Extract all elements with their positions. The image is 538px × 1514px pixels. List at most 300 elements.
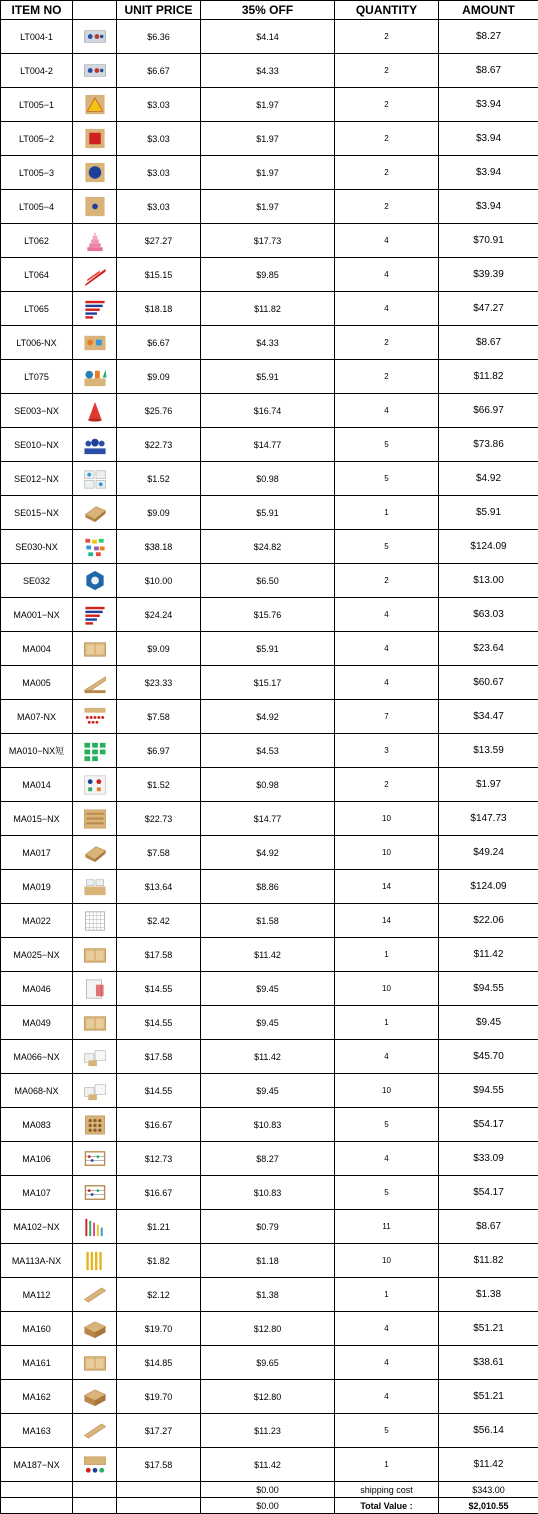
discount-price-cell: $6.50 <box>201 564 335 598</box>
table-row <box>1 1448 538 1482</box>
discount-price-cell: $11.42 <box>201 1448 335 1482</box>
item-no-cell: LT006-NX <box>1 326 73 360</box>
discount-price-cell: $4.14 <box>201 20 335 54</box>
red-cone-icon <box>82 405 108 415</box>
item-no-cell: LT005−2 <box>1 122 73 156</box>
bead-stairs-icon <box>82 1221 108 1231</box>
wooden-crate-icon <box>82 1391 108 1401</box>
photo-cell <box>73 1142 117 1176</box>
photo-cell <box>73 1414 117 1448</box>
amount-cell: $13.00 <box>439 564 538 598</box>
amount-header: AMOUNT <box>439 1 538 20</box>
quantity-cell: 4 <box>335 1040 439 1074</box>
table-row <box>1 700 538 734</box>
amount-cell: $3.94 <box>439 190 538 224</box>
photo-cell <box>73 1380 117 1414</box>
discount-price-cell: $14.77 <box>201 802 335 836</box>
geometric-solids-icon <box>82 371 108 381</box>
unit-price-cell: $14.55 <box>117 1074 201 1108</box>
unit-price-cell: $6.97 <box>117 734 201 768</box>
boxes-icon <box>82 1085 108 1095</box>
unit-price-cell: $9.09 <box>117 632 201 666</box>
peg-board-icon <box>82 1119 108 1129</box>
quantity-cell: 10 <box>335 1074 439 1108</box>
item-no-cell: SE010−NX <box>1 428 73 462</box>
wooden-box-icon <box>82 847 108 857</box>
item-no-cell: LT064 <box>1 258 73 292</box>
amount-cell: $60.67 <box>439 666 538 700</box>
discount-price-cell: $15.17 <box>201 666 335 700</box>
unit-price-cell: $19.70 <box>117 1380 201 1414</box>
amount-cell: $1.38 <box>439 1278 538 1312</box>
amount-cell: $22.06 <box>439 904 538 938</box>
item-no-cell: LT004-2 <box>1 54 73 88</box>
total-amount: $2,010.55 <box>439 1498 538 1514</box>
unit-price-cell: $3.03 <box>117 88 201 122</box>
unit-price-cell: $3.03 <box>117 122 201 156</box>
amount-cell: $66.97 <box>439 394 538 428</box>
quantity-cell: 4 <box>335 1312 439 1346</box>
unit-price-cell: $1.82 <box>117 1244 201 1278</box>
amount-cell: $1.97 <box>439 768 538 802</box>
item-no-cell: SE015−NX <box>1 496 73 530</box>
table-row <box>1 1414 538 1448</box>
shape-board-icon <box>82 337 108 347</box>
shipping-amount: $343.00 <box>439 1482 538 1498</box>
photo-cell <box>73 1346 117 1380</box>
item-no-cell: MA083 <box>1 1108 73 1142</box>
item-no-cell: MA015−NX <box>1 802 73 836</box>
amount-cell: $8.67 <box>439 54 538 88</box>
table-row <box>1 734 538 768</box>
wooden-tray-icon <box>82 643 108 653</box>
grid-chart-icon <box>82 915 108 925</box>
item-no-cell: MA07-NX <box>1 700 73 734</box>
item-no-cell: MA162 <box>1 1380 73 1414</box>
rod-block-icon <box>82 31 108 41</box>
discount-price-cell: $17.73 <box>201 224 335 258</box>
table-row <box>1 564 538 598</box>
quantity-cell: 5 <box>335 530 439 564</box>
quantity-cell: 10 <box>335 972 439 1006</box>
table-row <box>1 972 538 1006</box>
photo-cell <box>73 428 117 462</box>
amount-cell: $39.39 <box>439 258 538 292</box>
discount-price-cell: $11.42 <box>201 1040 335 1074</box>
quantity-cell: 4 <box>335 1346 439 1380</box>
amount-cell: $11.42 <box>439 938 538 972</box>
discount-price-cell: $10.83 <box>201 1176 335 1210</box>
table-row <box>1 938 538 972</box>
shipping-row <box>1 1482 538 1498</box>
table-row <box>1 224 538 258</box>
table-row <box>1 88 538 122</box>
unit-price-cell: $22.73 <box>117 802 201 836</box>
quantity-cell: 2 <box>335 20 439 54</box>
table-row <box>1 598 538 632</box>
table-row <box>1 292 538 326</box>
empty-cell <box>73 1482 117 1498</box>
photo-cell <box>73 156 117 190</box>
triangle-inset-icon <box>82 99 108 109</box>
item-no-cell: SE003−NX <box>1 394 73 428</box>
wooden-bar-icon <box>82 1425 108 1435</box>
table-row <box>1 20 538 54</box>
photo-cell <box>73 1040 117 1074</box>
discount-price-cell: $12.80 <box>201 1380 335 1414</box>
discount-price-cell: $1.97 <box>201 122 335 156</box>
unit-price-cell: $18.18 <box>117 292 201 326</box>
discount-price-cell: $4.53 <box>201 734 335 768</box>
amount-cell: $73.86 <box>439 428 538 462</box>
amount-cell: $4.92 <box>439 462 538 496</box>
unit-price-cell: $16.67 <box>117 1108 201 1142</box>
counters-icon <box>82 711 108 721</box>
amount-cell: $23.64 <box>439 632 538 666</box>
unit-price-cell: $10.00 <box>117 564 201 598</box>
quantity-cell: 5 <box>335 1414 439 1448</box>
quantity-cell: 5 <box>335 428 439 462</box>
photo-cell <box>73 870 117 904</box>
item-no-cell: MA106 <box>1 1142 73 1176</box>
unit-price-cell: $1.52 <box>117 768 201 802</box>
amount-cell: $3.94 <box>439 122 538 156</box>
amount-cell: $45.70 <box>439 1040 538 1074</box>
circle-inset-icon <box>82 167 108 177</box>
photo-cell <box>73 224 117 258</box>
table-row <box>1 836 538 870</box>
amount-cell: $124.09 <box>439 530 538 564</box>
item-no-cell: LT005−1 <box>1 88 73 122</box>
hexagon-icon <box>82 575 108 585</box>
unit-price-cell: $19.70 <box>117 1312 201 1346</box>
unit-price-cell: $2.42 <box>117 904 201 938</box>
table-row <box>1 1210 538 1244</box>
photo-cell <box>73 360 117 394</box>
number-rods-icon <box>82 303 108 313</box>
photo-cell <box>73 394 117 428</box>
discount-price-cell: $0.98 <box>201 768 335 802</box>
unit-price-cell: $7.58 <box>117 836 201 870</box>
photo-cell <box>73 904 117 938</box>
item-no-cell: MA010−NX短 <box>1 734 73 768</box>
table-row <box>1 190 538 224</box>
wooden-ramp-icon <box>82 677 108 687</box>
quantity-cell: 2 <box>335 564 439 598</box>
photo-cell <box>73 326 117 360</box>
table-row <box>1 530 538 564</box>
table-row <box>1 360 538 394</box>
item-no-cell: LT065 <box>1 292 73 326</box>
cards-icon <box>82 473 108 483</box>
quantity-cell: 4 <box>335 224 439 258</box>
discount-price-cell: $16.74 <box>201 394 335 428</box>
header-row <box>1 1 538 20</box>
amount-cell: $94.55 <box>439 972 538 1006</box>
quantity-cell: 3 <box>335 734 439 768</box>
item-no-cell: MA112 <box>1 1278 73 1312</box>
discount-price-cell: $8.27 <box>201 1142 335 1176</box>
photo-cell <box>73 88 117 122</box>
photo-cell <box>73 54 117 88</box>
quantity-cell: 10 <box>335 1244 439 1278</box>
photo-cell <box>73 1108 117 1142</box>
discount-price-cell: $9.65 <box>201 1346 335 1380</box>
table-row <box>1 1074 538 1108</box>
discount-price-cell: $4.33 <box>201 326 335 360</box>
unit-price-cell: $22.73 <box>117 428 201 462</box>
table-row <box>1 904 538 938</box>
unit-price-cell: $15.15 <box>117 258 201 292</box>
photo-cell <box>73 802 117 836</box>
discount-price-cell: $1.18 <box>201 1244 335 1278</box>
amount-cell: $11.42 <box>439 1448 538 1482</box>
table-row <box>1 1040 538 1074</box>
photo-cell <box>73 700 117 734</box>
unit-price-cell: $7.58 <box>117 700 201 734</box>
unit-price-cell: $2.12 <box>117 1278 201 1312</box>
empty-cell <box>117 1482 201 1498</box>
unit-price-cell: $24.24 <box>117 598 201 632</box>
photo-header <box>73 1 117 20</box>
amount-cell: $54.17 <box>439 1176 538 1210</box>
photo-cell <box>73 462 117 496</box>
discount-price-cell: $5.91 <box>201 360 335 394</box>
shipping-label: shipping cost <box>335 1482 439 1498</box>
photo-cell <box>73 20 117 54</box>
discount-price-cell: $0.79 <box>201 1210 335 1244</box>
unit-price-cell: $23.33 <box>117 666 201 700</box>
item-no-cell: SE012−NX <box>1 462 73 496</box>
amount-cell: $70.91 <box>439 224 538 258</box>
discount-price-cell: $4.92 <box>201 700 335 734</box>
dot-inset-icon <box>82 201 108 211</box>
photo-cell <box>73 1278 117 1312</box>
photo-cell <box>73 666 117 700</box>
amount-cell: $38.61 <box>439 1346 538 1380</box>
discount-price-cell: $1.97 <box>201 88 335 122</box>
amount-cell: $3.94 <box>439 88 538 122</box>
discount-price-cell: $11.42 <box>201 938 335 972</box>
discount-price-cell: $1.58 <box>201 904 335 938</box>
amount-cell: $9.45 <box>439 1006 538 1040</box>
amount-cell: $8.67 <box>439 1210 538 1244</box>
quantity-cell: 14 <box>335 870 439 904</box>
quantity-header: QUANTITY <box>335 1 439 20</box>
quantity-cell: 2 <box>335 122 439 156</box>
item-no-cell: MA025−NX <box>1 938 73 972</box>
number-rods-icon <box>82 609 108 619</box>
card-set-icon <box>82 779 108 789</box>
amount-cell: $51.21 <box>439 1380 538 1414</box>
table-row <box>1 1006 538 1040</box>
quantity-cell: 1 <box>335 1006 439 1040</box>
table-row <box>1 768 538 802</box>
bead-boxes-icon <box>82 881 108 891</box>
photo-cell <box>73 292 117 326</box>
item-no-cell: SE032 <box>1 564 73 598</box>
item-no-cell: MA004 <box>1 632 73 666</box>
quantity-cell: 1 <box>335 1278 439 1312</box>
photo-cell <box>73 1210 117 1244</box>
blue-figures-icon <box>82 439 108 449</box>
quantity-cell: 4 <box>335 292 439 326</box>
unit-price-cell: $14.55 <box>117 972 201 1006</box>
photo-cell <box>73 258 117 292</box>
table-row <box>1 122 538 156</box>
table-row <box>1 428 538 462</box>
quantity-cell: 2 <box>335 88 439 122</box>
unit-price-cell: $9.09 <box>117 360 201 394</box>
discount-price-cell: $5.91 <box>201 496 335 530</box>
unit-price-cell: $17.58 <box>117 1040 201 1074</box>
photo-cell <box>73 530 117 564</box>
table-row <box>1 394 538 428</box>
wooden-box-icon <box>82 507 108 517</box>
quantity-cell: 2 <box>335 156 439 190</box>
quantity-cell: 1 <box>335 496 439 530</box>
unit-price-cell: $9.09 <box>117 496 201 530</box>
amount-cell: $47.27 <box>439 292 538 326</box>
unit-price-cell: $6.36 <box>117 20 201 54</box>
discount-price-cell: $9.85 <box>201 258 335 292</box>
green-cards-icon <box>82 745 108 755</box>
amount-cell: $11.82 <box>439 360 538 394</box>
photo-cell <box>73 1448 117 1482</box>
discount-price-cell: $1.97 <box>201 156 335 190</box>
quantity-cell: 4 <box>335 1142 439 1176</box>
amount-cell: $3.94 <box>439 156 538 190</box>
table-row <box>1 1380 538 1414</box>
item-no-cell: MA046 <box>1 972 73 1006</box>
amount-cell: $49.24 <box>439 836 538 870</box>
wooden-tray-icon <box>82 949 108 959</box>
amount-cell: $13.59 <box>439 734 538 768</box>
quantity-cell: 2 <box>335 190 439 224</box>
item-no-cell: MA161 <box>1 1346 73 1380</box>
item-no-cell: LT062 <box>1 224 73 258</box>
table-row <box>1 1312 538 1346</box>
discount-price-cell: $10.83 <box>201 1108 335 1142</box>
quantity-cell: 4 <box>335 394 439 428</box>
unit-price-cell: $6.67 <box>117 326 201 360</box>
stamp-game-icon <box>82 1459 108 1469</box>
unit-price-cell: $27.27 <box>117 224 201 258</box>
abacus-icon <box>82 1153 108 1163</box>
photo-cell <box>73 1074 117 1108</box>
item-no-cell: MA113A-NX <box>1 1244 73 1278</box>
bead-frame-icon <box>82 813 108 823</box>
item-no-cell: LT005−3 <box>1 156 73 190</box>
quantity-cell: 14 <box>335 904 439 938</box>
discount-price-cell: $11.82 <box>201 292 335 326</box>
unit-price-cell: $1.52 <box>117 462 201 496</box>
unit-price-cell: $3.03 <box>117 190 201 224</box>
quantity-cell: 4 <box>335 258 439 292</box>
item-no-cell: MA066−NX <box>1 1040 73 1074</box>
amount-cell: $8.27 <box>439 20 538 54</box>
photo-cell <box>73 836 117 870</box>
discount-price-cell: $4.33 <box>201 54 335 88</box>
photo-cell <box>73 1312 117 1346</box>
discount-price-cell: $12.80 <box>201 1312 335 1346</box>
table-row <box>1 666 538 700</box>
photo-cell <box>73 1244 117 1278</box>
photo-cell <box>73 1176 117 1210</box>
discount-price-cell: $24.82 <box>201 530 335 564</box>
table-row <box>1 462 538 496</box>
discount-price-cell: $5.91 <box>201 632 335 666</box>
table-row <box>1 870 538 904</box>
item-no-cell: MA049 <box>1 1006 73 1040</box>
empty-cell <box>1 1482 73 1498</box>
unit-price-cell: $17.58 <box>117 1448 201 1482</box>
unit-price-cell: $3.03 <box>117 156 201 190</box>
discount-price-cell: $1.38 <box>201 1278 335 1312</box>
photo-cell <box>73 564 117 598</box>
discount-price-cell: $0.98 <box>201 462 335 496</box>
discount-price-cell: $15.76 <box>201 598 335 632</box>
quantity-cell: 11 <box>335 1210 439 1244</box>
square-inset-icon <box>82 133 108 143</box>
table-row <box>1 1278 538 1312</box>
item-no-cell: SE030-NX <box>1 530 73 564</box>
amount-cell: $147.73 <box>439 802 538 836</box>
unit-price-cell: $38.18 <box>117 530 201 564</box>
unit-price-cell: $17.58 <box>117 938 201 972</box>
board-icon <box>82 983 108 993</box>
item-no-cell: LT004-1 <box>1 20 73 54</box>
quantity-cell: 1 <box>335 938 439 972</box>
item-no-cell: MA102−NX <box>1 1210 73 1244</box>
table-row <box>1 632 538 666</box>
photo-cell <box>73 632 117 666</box>
puzzle-pieces-icon <box>82 541 108 551</box>
wooden-bar-icon <box>82 1289 108 1299</box>
unit-price-cell: $13.64 <box>117 870 201 904</box>
item-no-cell: MA163 <box>1 1414 73 1448</box>
amount-cell: $5.91 <box>439 496 538 530</box>
photo-cell <box>73 768 117 802</box>
boxes-icon <box>82 1051 108 1061</box>
table-row <box>1 156 538 190</box>
item-no-cell: MA017 <box>1 836 73 870</box>
unit-price-header: UNIT PRICE <box>117 1 201 20</box>
quantity-cell: 2 <box>335 326 439 360</box>
table-row <box>1 258 538 292</box>
quantity-cell: 2 <box>335 768 439 802</box>
amount-cell: $124.09 <box>439 870 538 904</box>
item-no-cell: LT005−4 <box>1 190 73 224</box>
quantity-cell: 10 <box>335 836 439 870</box>
wooden-crate-icon <box>82 1323 108 1333</box>
unit-price-cell: $16.67 <box>117 1176 201 1210</box>
photo-cell <box>73 190 117 224</box>
amount-cell: $94.55 <box>439 1074 538 1108</box>
item-no-cell: MA107 <box>1 1176 73 1210</box>
quantity-cell: 10 <box>335 802 439 836</box>
discount-price-cell: $1.97 <box>201 190 335 224</box>
table-row <box>1 54 538 88</box>
quantity-cell: 5 <box>335 1108 439 1142</box>
total-discount-cell: $0.00 <box>201 1498 335 1514</box>
item-no-cell: MA187−NX <box>1 1448 73 1482</box>
wooden-tray-icon <box>82 1357 108 1367</box>
discount-header: 35% OFF <box>201 1 335 20</box>
amount-cell: $51.21 <box>439 1312 538 1346</box>
quantity-cell: 7 <box>335 700 439 734</box>
amount-cell: $63.03 <box>439 598 538 632</box>
